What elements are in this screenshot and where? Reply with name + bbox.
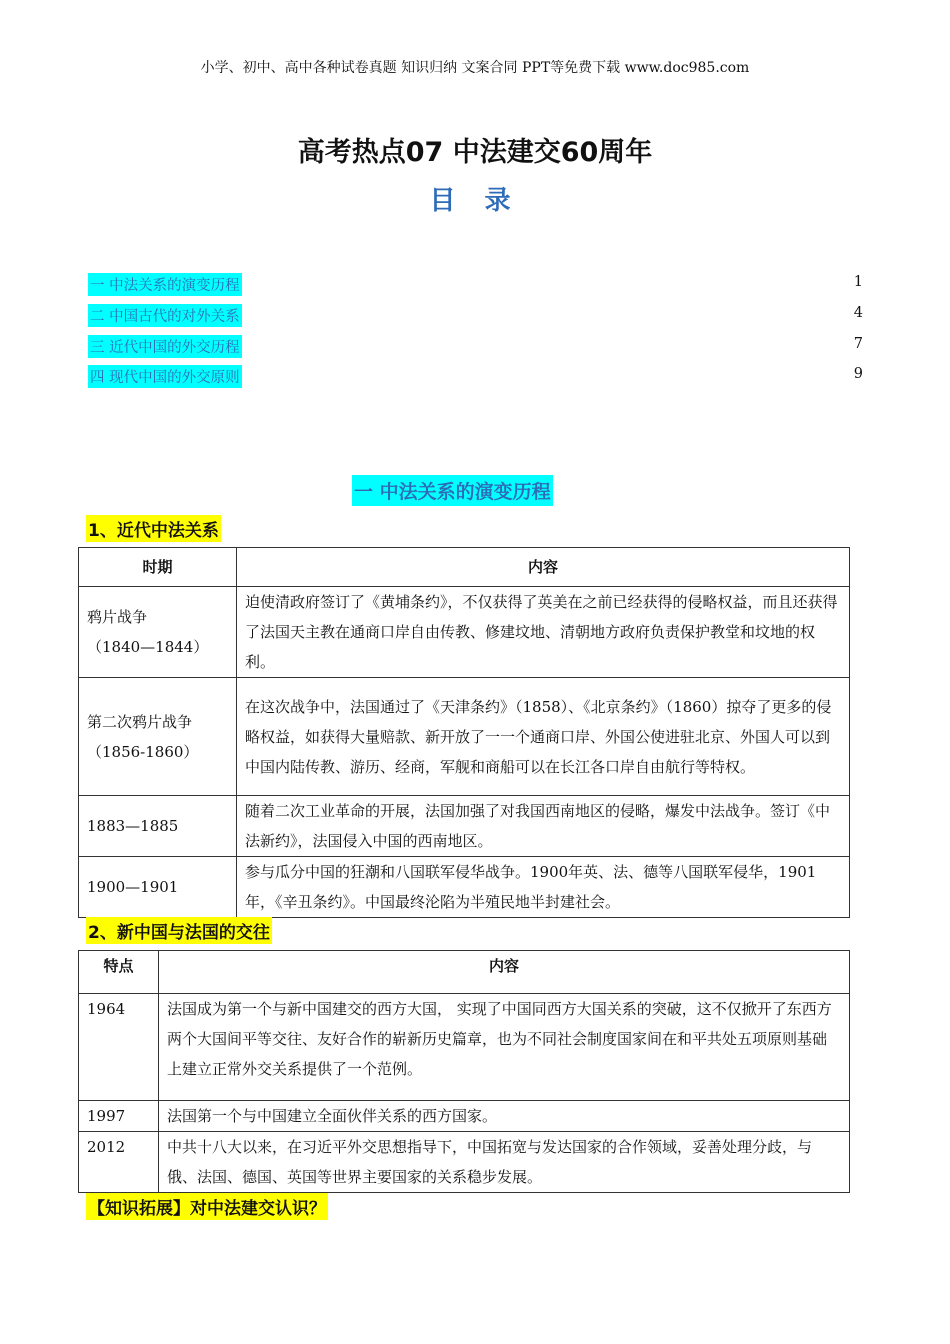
subsection-heading: 2、新中国与法国的交往 bbox=[86, 917, 272, 944]
table-row bbox=[79, 587, 850, 678]
toc-item[interactable] bbox=[88, 273, 863, 297]
toc-item-page: 7 bbox=[853, 336, 863, 352]
content-cell: 迫使清政府签订了《黄埔条约》，不仅获得了英美在之前已经获得的侵略权益，而且还获得了法国天主教在通商口岸自由传教、修建坟地、清朝地方政府负责保护教堂和坟地的权利。 bbox=[237, 587, 850, 678]
content-cell: 参与瓜分中国的狂潮和八国联军侵华战争。1900年英、法、德等八国联军侵华，1901年，《辛丑条约》。中国最终沦陷为半殖民地半封建社会。 bbox=[237, 857, 850, 918]
toc-item-page: 9 bbox=[853, 366, 863, 382]
column-header-content: 内容 bbox=[237, 548, 850, 587]
year-cell: 1964 bbox=[79, 994, 159, 1101]
new-china-relations-table bbox=[78, 950, 850, 1193]
year-cell: 2012 bbox=[79, 1132, 159, 1193]
page-title: 高考热点07 中法建交60周年 bbox=[297, 137, 653, 168]
modern-relations-table bbox=[78, 547, 850, 918]
toc-item[interactable] bbox=[88, 365, 863, 389]
table-row bbox=[79, 1101, 850, 1132]
table-row bbox=[79, 857, 850, 918]
period-cell bbox=[79, 678, 237, 796]
column-header-content: 内容 bbox=[159, 951, 850, 994]
subsection-heading: 1、近代中法关系 bbox=[86, 515, 221, 542]
period-cell: 1900—1901 bbox=[79, 857, 237, 918]
table-row bbox=[79, 994, 850, 1101]
year-cell: 1997 bbox=[79, 1101, 159, 1132]
toc-item-label[interactable]: 一 中法关系的演变历程 bbox=[88, 273, 242, 296]
toc-item-page: 4 bbox=[853, 305, 863, 321]
period-cell: 1883—1885 bbox=[79, 796, 237, 857]
content-cell: 在这次战争中，法国通过了《天津条约》（1858）、《北京条约》（1860）掠夺了更多的侵略权益，如获得大量赔款、新开放了一一个通商口岸、外国公使进驻北京、外国人可以到中国内陆传教、游历、经商，军舰和商船可以在长江各口岸自由航行等特权。 bbox=[237, 678, 850, 796]
period-cell bbox=[79, 587, 237, 678]
site-header: 小学、初中、高中各种试卷真题 知识归纳 文案合同 PPT等免费下载 www.doc985.com bbox=[200, 60, 750, 76]
period-years: （1840—1844） bbox=[87, 638, 209, 656]
toc-item-label[interactable]: 三 近代中国的外交历程 bbox=[88, 335, 242, 358]
content-cell: 法国成为第一个与新中国建交的西方大国， 实现了中国同西方大国关系的突破，这不仅掀开了东西方两个大国间平等交往、友好合作的崭新历史篇章，也为不同社会制度国家间在和平共处五项原则基础上建立正常外交关系提供了一个范例。 bbox=[159, 994, 850, 1101]
table-row bbox=[79, 1132, 850, 1193]
column-header-feature: 特点 bbox=[79, 951, 159, 994]
content-cell: 随着二次工业革命的开展，法国加强了对我国西南地区的侵略，爆发中法战争。签订《中法新约》，法国侵入中国的西南地区。 bbox=[237, 796, 850, 857]
toc-item[interactable] bbox=[88, 335, 863, 359]
period-text: 鸦片战争 bbox=[87, 608, 148, 626]
section-heading: 一 中法关系的演变历程 bbox=[352, 475, 553, 506]
column-header-period: 时期 bbox=[79, 548, 237, 587]
toc-item[interactable] bbox=[88, 304, 863, 328]
table-row bbox=[79, 678, 850, 796]
toc-item-label[interactable]: 四 现代中国的外交原则 bbox=[88, 365, 242, 388]
table-header-row bbox=[79, 951, 850, 994]
period-text: 第二次鸦片战争 bbox=[87, 712, 193, 731]
table-row bbox=[79, 796, 850, 857]
toc-item-label[interactable]: 二 中国古代的对外关系 bbox=[88, 304, 242, 327]
period-years: （1856-1860） bbox=[87, 742, 199, 761]
knowledge-extension-heading: 【知识拓展】对中法建交认识？ bbox=[86, 1193, 328, 1220]
table-header-row bbox=[79, 548, 850, 587]
toc-heading: 目 录 bbox=[429, 186, 521, 216]
toc-item-page: 1 bbox=[853, 274, 863, 290]
content-cell: 法国第一个与中国建立全面伙伴关系的西方国家。 bbox=[159, 1101, 850, 1132]
content-cell: 中共十八大以来，在习近平外交思想指导下，中国拓宽与发达国家的合作领域，妥善处理分歧，与俄、法国、德国、英国等世界主要国家的关系稳步发展。 bbox=[159, 1132, 850, 1193]
